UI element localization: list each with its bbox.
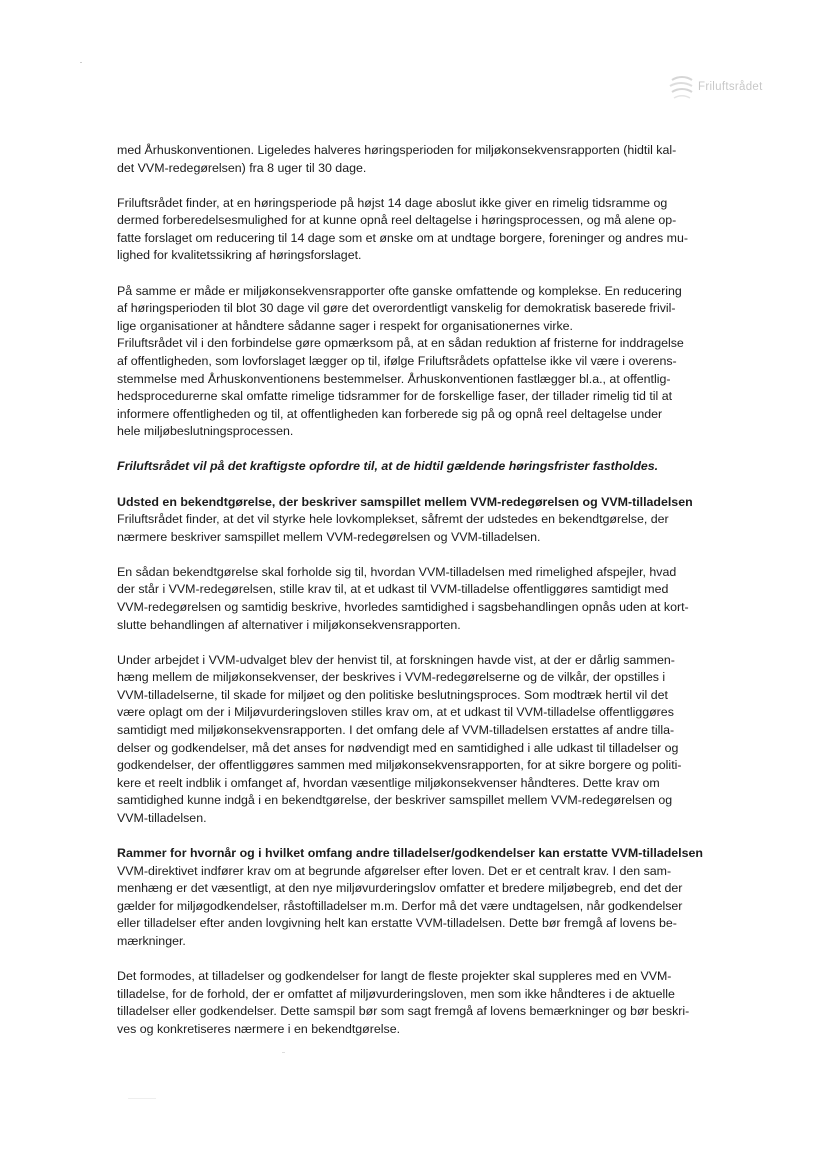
text-line: af offentligheden, som lovforslaget lægger op til, ifølge Friluftsrådets opfattelse ikke vil være i overens- bbox=[117, 353, 677, 368]
text-line: hæng mellem de miljøkonsekvenser, der beskrives i VVM-redegørelserne og de vilkår, der opstilles i bbox=[117, 670, 666, 685]
scan-speck bbox=[282, 1052, 285, 1053]
text-line: tilladelser eller godkendelser. Dette samspil bør som sagt fremgå af lovens bemærkninger og bør beskri- bbox=[117, 1004, 690, 1019]
text-line: VVM-tilladelserne, til skade for miljøet og den politiske beslutningsproces. Som modtræk hertil vil det bbox=[117, 687, 668, 702]
text-line: stemmelse med Århuskonventionens bestemmelser. Århuskonventionen fastlægger bl.a., at offentlig- bbox=[117, 371, 671, 386]
section bbox=[117, 494, 745, 547]
text-line: nærmere beskriver samspillet mellem VVM-redegørelsen og VVM-tilladelsen. bbox=[117, 529, 541, 544]
text-line: Under arbejdet i VVM-udvalget blev der henvist til, at forskningen havde vist, at der er dårlig sammen- bbox=[117, 652, 675, 667]
document-body bbox=[117, 142, 745, 1039]
text-line: Friluftsrådet finder, at en høringsperiode på højst 14 dage aboslut ikke giver en rimelig tidsramme og bbox=[117, 195, 668, 210]
text-line: hedsprocedurerne skal omfatte rimelige tidsrammer for de forskellige faser, der tillader rimelig tid til at bbox=[117, 389, 673, 404]
emphasized-statement bbox=[117, 458, 745, 476]
text-line: delser og godkendelser, må det anses for nødvendigt med en samtidighed i alle udkast til tilladelser og bbox=[117, 740, 679, 755]
text-line: det VVM-redegørelsen) fra 8 uger til 30 dage. bbox=[117, 160, 367, 175]
paragraph bbox=[117, 564, 745, 634]
text-line: gælder for miljøgodkendelser, råstoftilladelser m.m. Derfor må det være undtagelsen, når godkendelser bbox=[117, 898, 683, 913]
paragraph bbox=[117, 968, 745, 1038]
text-line: informere offentligheden og til, at offentligheden kan forberede sig på og opnå reel deltagelse under bbox=[117, 406, 663, 421]
text-line: hele miljøbeslutningsprocessen. bbox=[117, 424, 294, 439]
logo-mark-icon bbox=[668, 74, 694, 102]
text-line: menhæng er det væsentligt, at den nye miljøvurderingslov omfatter et bredere miljøbegreb, end det der bbox=[117, 881, 683, 896]
text-line: mærkninger. bbox=[117, 934, 186, 949]
text-line: lighed for kvalitetssikring af høringsforslaget. bbox=[117, 248, 362, 263]
text-line: Friluftsrådet vil på det kraftigste opfordre til, at de hidtil gældende høringsfrister fastholdes. bbox=[117, 459, 659, 474]
text-line: På samme er måde er miljøkonsekvensrapporter ofte ganske omfattende og komplekse. En reducering bbox=[117, 283, 682, 298]
text-line: VVM-direktivet indfører krav om at begrunde afgørelser efter loven. Det er et centralt krav. I den sam- bbox=[117, 863, 672, 878]
section bbox=[117, 845, 745, 951]
text-line: slutte behandlingen af alternativer i miljøkonsekvensrapporten. bbox=[117, 617, 461, 632]
text-line: Friluftsrådet vil i den forbindelse gøre opmærksom på, at en sådan reduktion af fristerne for inddragelse bbox=[117, 336, 684, 351]
scan-speck bbox=[80, 62, 82, 63]
text-line: Det formodes, at tilladelser og godkendelser for langt de fleste projekter skal suppleres med en VVM- bbox=[117, 969, 672, 984]
paragraph bbox=[117, 142, 745, 177]
text-line: med Århuskonventionen. Ligeledes halveres høringsperioden for miljøkonsekvensrapporten (hidtil kal- bbox=[117, 143, 677, 157]
text-line: En sådan bekendtgørelse skal forholde sig til, hvordan VVM-tilladelsen med rimelighed afspejler, hvad bbox=[117, 564, 677, 579]
scan-speck bbox=[128, 1098, 156, 1099]
text-line: lige organisationer at håndtere sådanne sager i respekt for organisationernes virke. bbox=[117, 318, 573, 333]
text-line: eller tilladelser efter anden lovgivning helt kan erstatte VVM-tilladelsen. Dette bør fremgå af lovens be- bbox=[117, 916, 677, 931]
text-line: kere et reelt indblik i omfanget af, hvordan væsentlige miljøkonsekvenser håndteres. Dette krav om bbox=[117, 775, 660, 790]
text-line: af høringsperioden til blot 30 dage vil gøre det overordentligt vanskelig for demokratisk baserede frivil- bbox=[117, 301, 676, 316]
text-line: godkendelser, der offentliggøres sammen med miljøkonsekvensrapporten, for at sikre borgere og politi- bbox=[117, 758, 682, 773]
text-line: Friluftsrådet finder, at det vil styrke hele lovkomplekset, såfremt der udstedes en bekendtgørelse, der bbox=[117, 512, 669, 527]
section-heading: Rammer for hvornår og i hvilket omfang andre tilladelser/godkendelser kan erstatte VVM-tilladelsen bbox=[117, 846, 703, 861]
text-line: samtidigt med miljøkonsekvensrapporten. I det omfang dele af VVM-tilladelsen erstattes af andre tilla- bbox=[117, 723, 675, 738]
text-line: tilladelse, for de forhold, der er omfattet af miljøvurderingsloven, men som ikke håndteres i de aktuelle bbox=[117, 986, 675, 1001]
text-line: være oplagt om der i Miljøvurderingsloven stilles krav om, at et udkast til VVM-tilladelse offentliggøres bbox=[117, 705, 674, 720]
logo-text: Friluftsrådet bbox=[698, 81, 763, 93]
text-line: ves og konkretiseres nærmere i en bekendtgørelse. bbox=[117, 1021, 401, 1036]
paragraph bbox=[117, 283, 745, 441]
section-heading: Udsted en bekendtgørelse, der beskriver samspillet mellem VVM-redegørelsen og VVM-tilladelsen bbox=[117, 494, 693, 509]
paragraph bbox=[117, 652, 745, 828]
friluftsraadet-logo bbox=[668, 72, 763, 106]
text-line: fatte forslaget om reducering til 14 dage som et ønske om at undtage borgere, foreninger og andres mu- bbox=[117, 230, 688, 245]
text-line: dermed forberedelsesmulighed for at kunne opnå reel deltagelse i høringsprocessen, og må alene op- bbox=[117, 213, 677, 228]
text-line: VVM-tilladelsen. bbox=[117, 811, 207, 825]
paragraph bbox=[117, 195, 745, 265]
text-line: samtidighed kunne indgå i en bekendtgørelse, der beskriver samspillet mellem VVM-redegørelsen og bbox=[117, 793, 673, 808]
text-line: VVM-redegørelsen og samtidig beskrive, hvorledes samtidighed i sagsbehandlingen opnås uden at kort- bbox=[117, 599, 689, 614]
text-line: der står i VVM-redegørelsen, stille krav til, at et udkast til VVM-tilladelse offentliggøres samtidigt med bbox=[117, 582, 669, 597]
